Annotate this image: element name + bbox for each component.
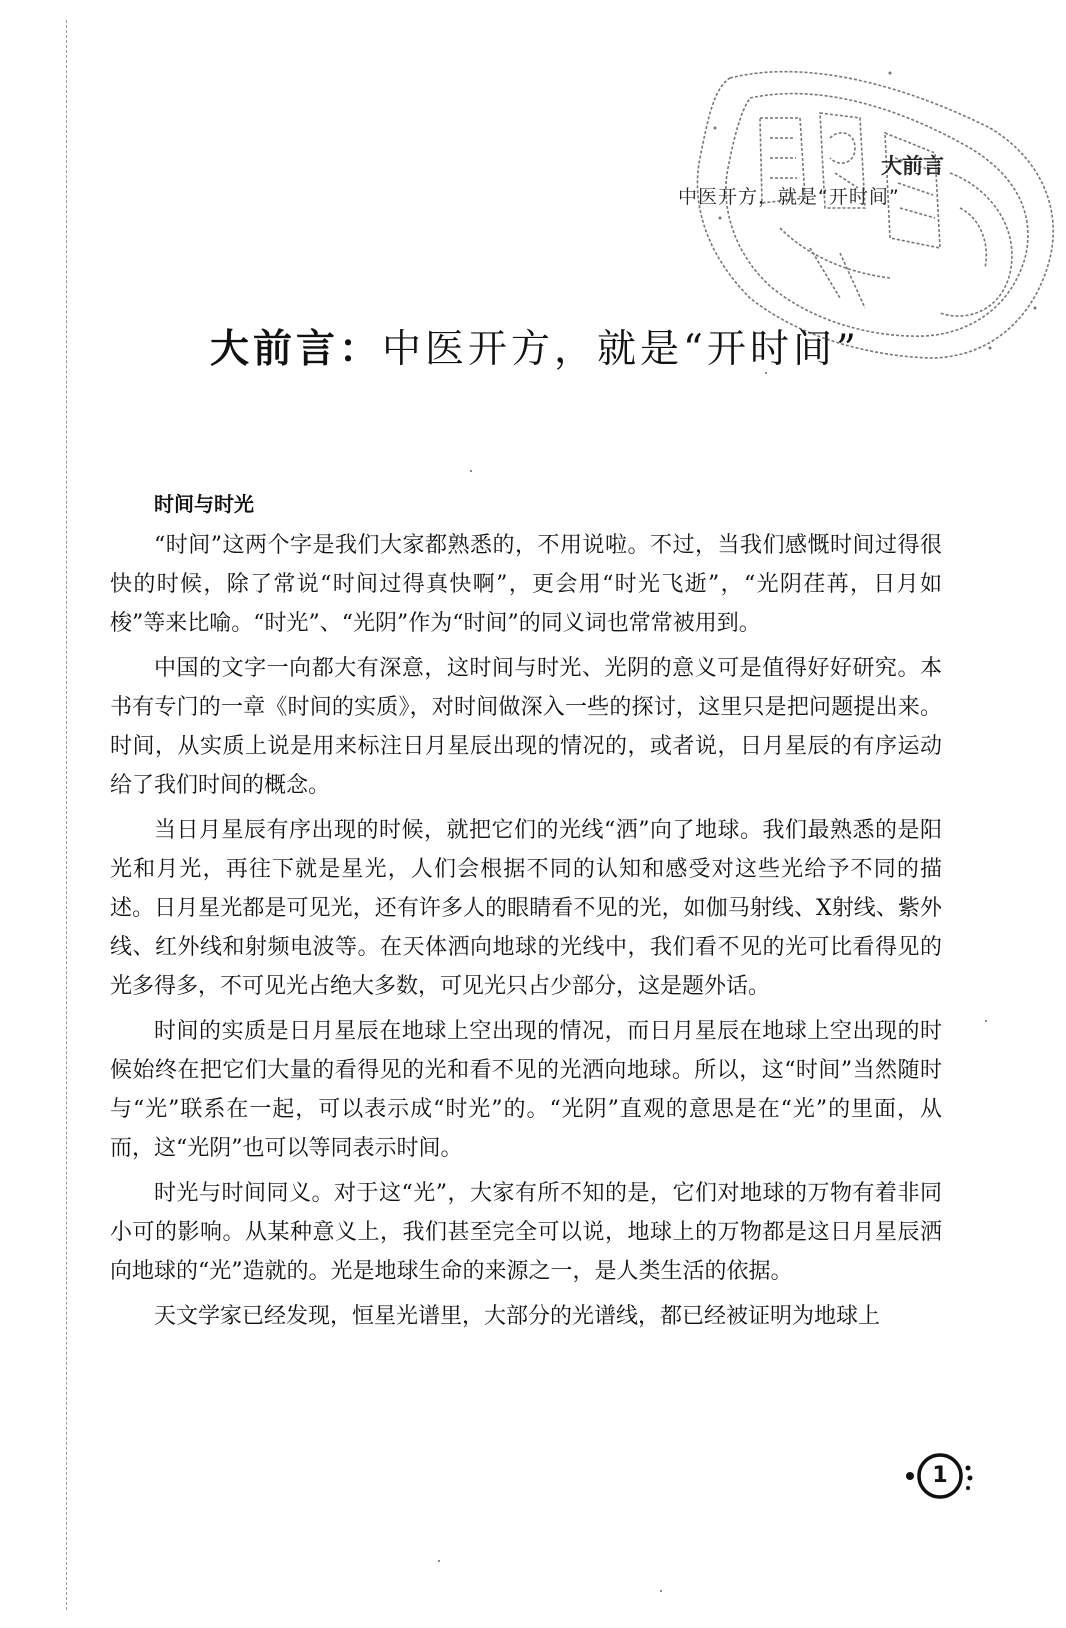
paragraph: “时间”这两个字是我们大家都熟悉的，不用说啦。不过，当我们感慨时间过得很快的时候，除了常说“时间过得真快啊”，更会用“时光飞逝”，“光阴荏苒，日月如梭”等来比喻。“时光”、“光阴”作为“时间”的同义词也常常被用到。 — [110, 533, 942, 636]
scan-speck — [438, 1560, 440, 1562]
paragraph: 天文学家已经发现，恒星光谱里，大部分的光谱线，都已经被证明为地球上 — [154, 1304, 881, 1329]
paragraph: 时间的实质是日月星辰在地球上空出现的情况，而日月星辰在地球上空出现的时候始终在把它们大量的看得见的光和看不见的光洒向地球。所以，这“时间”当然随时与“光”联系在一起，可以表示成“时光”的。“光阴”直观的意思是在“光”的里面，从而，这“光阴”也可以等同表示时间。 — [110, 1019, 942, 1161]
scan-speck — [985, 1020, 987, 1022]
scan-speck — [470, 470, 472, 472]
stamp-caption-title: 大前言 — [881, 154, 944, 178]
page-title-main: 中医开方，就是“开时间” — [382, 327, 860, 372]
page-number: 1 — [932, 1463, 948, 1488]
scan-speck — [660, 1590, 662, 1592]
paragraph: 时光与时间同义。对于这“光”，大家有所不知的是，它们对地球的万物有着非同小可的影响。从某种意义上，我们甚至完全可以说，地球上的万物都是这日月星辰洒向地球的“光”造就的。光是地球生命的来源之一，是人类生活的依据。 — [110, 1181, 942, 1284]
page-title-prefix: 大前言： — [210, 327, 383, 372]
page-number-badge — [896, 1448, 976, 1508]
paragraph: 当日月星辰有序出现的时候，就把它们的光线“洒”向了地球。我们最熟悉的是阳光和月光，再往下就是星光，人们会根据不同的认知和感受对这些光给予不同的描述。日月星光都是可见光，还有许多人的眼睛看不见的光，如伽马射线、X射线、紫外线、红外线和射频电波等。在天体洒向地球的光线中，我们看不见的光可比看得见的光多得多，不可见光占绝大多数，可见光只占少部分，这是题外话。 — [110, 818, 942, 999]
body-text — [110, 486, 942, 1342]
stamp-caption-subtitle: 中医开方，就是“开时间” — [678, 186, 900, 208]
paragraph: 中国的文字一向都大有深意，这时间与时光、光阴的意义可是值得好好研究。本书有专门的一章《时间的实质》，对时间做深入一些的探讨，这里只是把问题提出来。时间，从实质上说是用来标注日月星辰出现的情况的，或者说，日月星辰的有序运动给了我们时间的概念。 — [110, 656, 942, 798]
page-title — [210, 318, 860, 374]
scan-margin-line — [66, 20, 67, 1610]
section-heading: 时间与时光 — [154, 492, 254, 516]
scan-speck — [765, 372, 767, 374]
